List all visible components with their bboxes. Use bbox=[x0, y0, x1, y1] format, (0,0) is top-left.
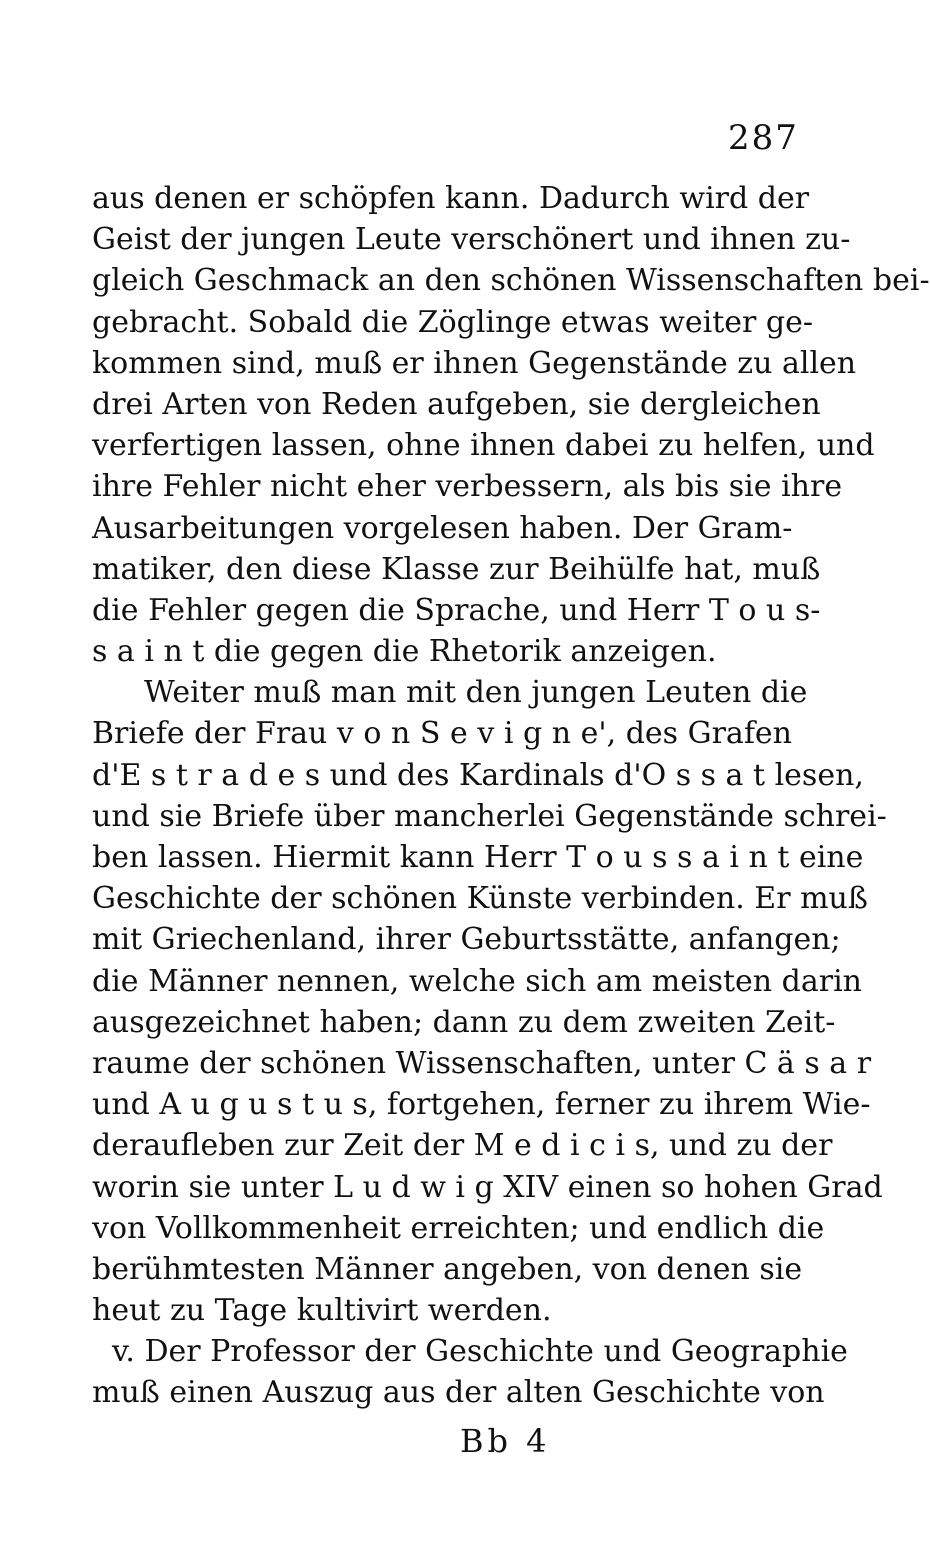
text-line: aus denen er schöpfen kann. Dadurch wird der bbox=[92, 181, 810, 216]
signature-mark: Bb 4 bbox=[460, 1422, 551, 1460]
text-line: und A u g u s t u s, fortgehen, ferner zu ihrem Wie- bbox=[92, 1087, 871, 1123]
text-line: Weiter muß man mit den jungen Leuten die bbox=[144, 675, 808, 711]
text-line: ausgezeichnet haben; dann zu dem zweiten Zeit- bbox=[92, 1004, 836, 1040]
text-line: deraufleben zur Zeit der M e d i c i s, und zu der bbox=[92, 1128, 833, 1164]
text-line: raume der schönen Wissenschaften, unter C ä s a r bbox=[92, 1045, 872, 1081]
text-line: ben lassen. Hiermit kann Herr T o u s s a i n t eine bbox=[92, 840, 864, 875]
page-number: 287 bbox=[728, 118, 799, 158]
text-line: v. Der Professor der Geschichte und Geographie bbox=[112, 1334, 848, 1370]
text-line: Briefe der Frau v o n S e v i g n e', des Grafen bbox=[92, 716, 792, 752]
text-line: gleich Geschmack an den schönen Wissenschaften bei- bbox=[92, 263, 930, 299]
text-line: Geist der jungen Leute verschönert und ihnen zu- bbox=[92, 222, 851, 258]
text-line: s a i n t die gegen die Rhetorik anzeigen. bbox=[92, 634, 717, 670]
text-line: und sie Briefe über mancherlei Gegenstände schrei- bbox=[92, 798, 887, 834]
text-line: heut zu Tage kultivirt werden. bbox=[92, 1293, 552, 1329]
text-line: Ausarbeitungen vorgelesen haben. Der Gram- bbox=[92, 510, 793, 546]
text-line: verfertigen lassen, ohne ihnen dabei zu helfen, und bbox=[92, 428, 875, 464]
text-line: ihre Fehler nicht eher verbessern, als bis sie ihre bbox=[92, 469, 843, 505]
text-line: d'E s t r a d e s und des Kardinals d'O s s a t lesen, bbox=[92, 757, 864, 793]
text-line: berühmtesten Männer angeben, von denen sie bbox=[92, 1251, 803, 1287]
text-line: gebracht. Sobald die Zöglinge etwas weiter ge- bbox=[92, 304, 813, 340]
text-line: mit Griechenland, ihrer Geburtsstätte, anfangen; bbox=[92, 922, 841, 958]
text-line: die Fehler gegen die Sprache, und Herr T o u s- bbox=[92, 592, 821, 628]
body-text bbox=[92, 178, 930, 1414]
text-line: kommen sind, muß er ihnen Gegenstände zu allen bbox=[92, 345, 857, 381]
text-line: Geschichte der schönen Künste verbinden. Er muß bbox=[92, 881, 868, 917]
text-line: von Vollkommenheit erreichten; und endlich die bbox=[92, 1210, 825, 1246]
text-line: matiker, den diese Klasse zur Beihülfe hat, muß bbox=[92, 551, 821, 587]
text-line: muß einen Auszug aus der alten Geschichte von bbox=[92, 1375, 825, 1411]
text-line: die Männer nennen, welche sich am meisten darin bbox=[92, 963, 862, 999]
text-line: drei Arten von Reden aufgeben, sie dergleichen bbox=[92, 386, 821, 422]
text-line: worin sie unter L u d w i g XIV einen so hohen Grad bbox=[92, 1169, 883, 1205]
